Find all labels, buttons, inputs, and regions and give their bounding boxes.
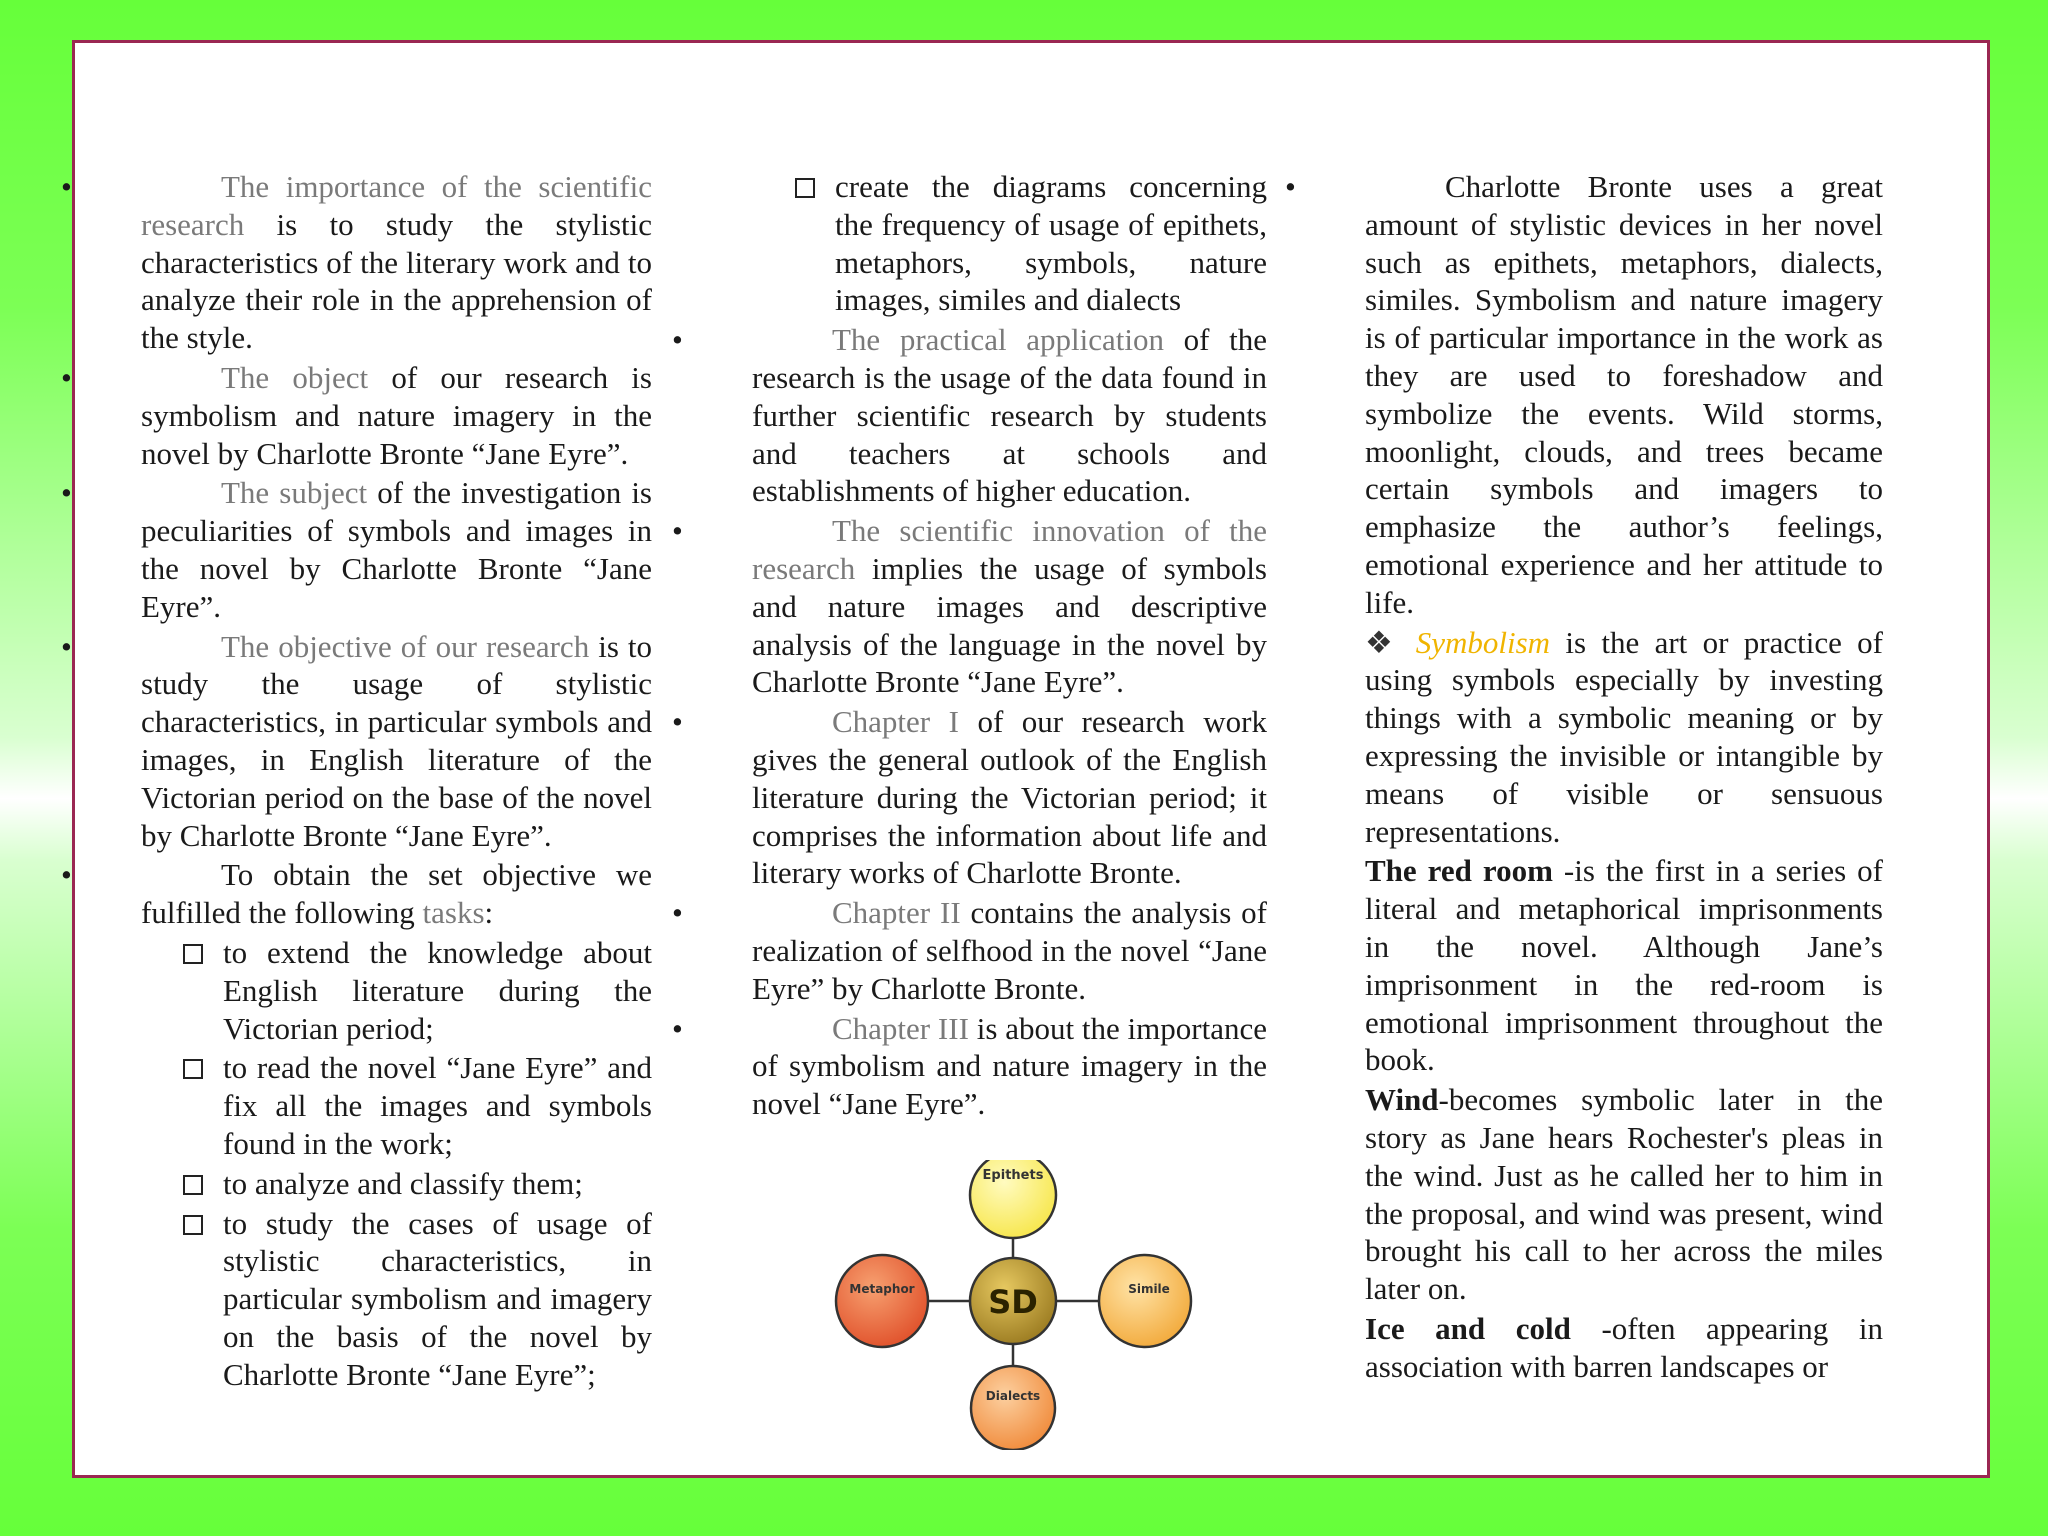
bullet-objective: • The objective of our research is to study the usage of stylistic characteristics, in particular symbols and images, in English literature of the Victorian period on the base of the novel by Charlotte Bronte “Jane Eyre”. [141, 628, 652, 855]
symbolism-term: Symbolism [1415, 624, 1551, 660]
column-left [141, 168, 652, 1396]
label-metaphor: Metaphor [849, 1282, 915, 1296]
symbol-red-room: The red room -is the first in a series of literal and metaphorical imprisonments in the novel. Although Jane’s imprisonment in the red-room is emotional imprisonment throughout the book. [1365, 853, 1883, 1078]
column-middle [752, 168, 1267, 1125]
label-dialects: Dialects [985, 1389, 1041, 1403]
label-epithets: Epithets [982, 1168, 1044, 1183]
label-simile: Simile [1128, 1282, 1170, 1296]
bullet-tasks-intro: • To obtain the set objective we fulfilled the following tasks: [141, 856, 652, 932]
node-dialects [971, 1366, 1055, 1450]
symbol-wind: Wind-becomes symbolic later in the story as Jane hears Rochester's pleas in the wind. Just as he called her to him in the proposal, and wind was present, wind brought his call to her across the miles later on. [1365, 1082, 1883, 1307]
task-item: create the diagrams concerning the frequency of usage of epithets, metaphors, symbols, nature images, similes and dialects [752, 168, 1267, 319]
node-simile [1099, 1255, 1191, 1347]
bullet-stylistic-devices: • Charlotte Bronte uses a great amount of stylistic devices in her novel such as epithets, metaphors, dialects, similes. Symbolism and nature imagery is of particular importance in the work as they are used to foreshadow and symbolize the events. Wild storms, moonlight, clouds, and trees became certain symbols and imagers to emphasize the author’s feelings, emotional experience and her attitude to life. [1365, 168, 1883, 622]
label-sd: SD [988, 1283, 1038, 1321]
bullet-chapter-2: • Chapter II contains the analysis of realization of selfhood in the novel “Jane Eyre” by Charlotte Bronte. [752, 894, 1267, 1007]
task-item: to analyze and classify them; [141, 1165, 652, 1203]
task-item: to study the cases of usage of stylistic characteristics, in particular symbolism and imagery on the basis of the novel by Charlotte Bronte “Jane Eyre”; [141, 1205, 652, 1394]
bullet-object: • The object of our research is symbolism and nature imagery in the novel by Charlotte Bronte “Jane Eyre”. [141, 359, 652, 472]
bullet-chapter-1: • Chapter I of our research work gives the general outlook of the English literature during the Victorian period; it comprises the information about life and literary works of Charlotte Bronte. [752, 703, 1267, 892]
task-item: to extend the knowledge about English literature during the Victorian period; [141, 934, 652, 1047]
bullet-practical-application: • The practical application of the research is the usage of the data found in further scientific research by students and teachers at schools and establishments of higher education. [752, 321, 1267, 510]
column-right [1365, 168, 1883, 1388]
definition-symbolism: ❖ Symbolism is the art or practice of using symbols especially by investing things with a symbolic meaning or by expressing the invisible or intangible by means of visible or sensuous representations. [1365, 624, 1884, 849]
bullet-importance: • The importance of the scientific research is to study the stylistic characteristics of the literary work and to analyze their role in the apprehension of the style. [141, 168, 652, 357]
diamond-bullet-icon: ❖ [1365, 624, 1401, 660]
task-item: to read the novel “Jane Eyre” and fix all the images and symbols found in the work; [141, 1049, 652, 1162]
symbol-ice-and-cold: Ice and cold -often appearing in association with barren landscapes or [1365, 1310, 1883, 1384]
bullet-scientific-innovation: • The scientific innovation of the research implies the usage of symbols and nature images and descriptive analysis of the language in the novel by Charlotte Bronte “Jane Eyre”. [752, 512, 1267, 701]
bullet-chapter-3: • Chapter III is about the importance of symbolism and nature imagery in the novel “Jane Eyre”. [752, 1010, 1267, 1123]
bullet-subject: • The subject of the investigation is peculiarities of symbols and images in the novel by Charlotte Bronte “Jane Eyre”. [141, 474, 652, 625]
stylistic-devices-diagram [830, 1160, 1200, 1450]
node-metaphor [836, 1255, 928, 1347]
